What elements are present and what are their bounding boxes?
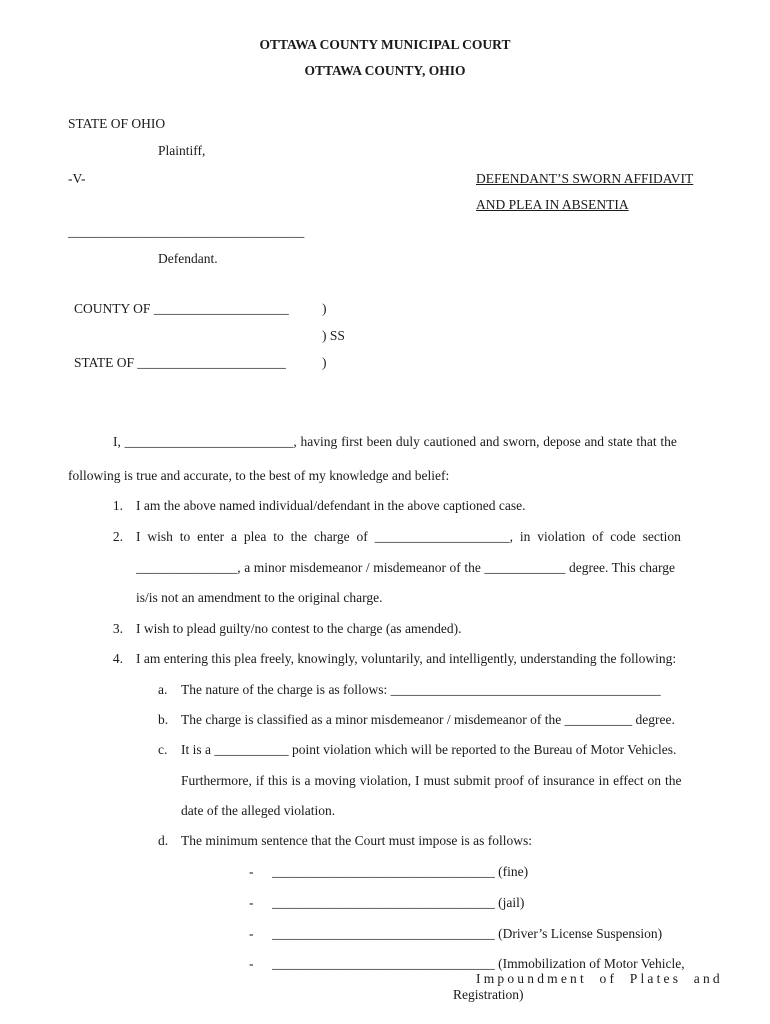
state-of-ohio-label: STATE OF OHIO: [68, 116, 166, 131]
court-name: OTTAWA COUNTY MUNICIPAL COURT: [259, 37, 511, 52]
sentence-jail-line: _________________________________ (jail): [272, 895, 525, 910]
item-number: 2.: [112, 529, 123, 544]
subitem-text: date of the alleged violation.: [181, 803, 336, 818]
plaintiff-label: Plaintiff,: [158, 143, 206, 158]
subitem-letter: d.: [158, 833, 169, 848]
defendant-name-blank: ___________________________________: [68, 224, 305, 239]
intro-line2: following is true and accurate, to the best of my knowledge and belief:: [68, 468, 450, 483]
county-of-field: COUNTY OF ____________________: [74, 301, 289, 316]
wrapped-text-line2: Registration): [453, 987, 524, 1002]
subitem-letter: c.: [158, 742, 168, 757]
sentence-immobilization-line: _________________________________ (Immobilization of Motor Vehicle,: [272, 956, 685, 971]
sentence-dash: -: [249, 926, 254, 941]
venue-ss: ) SS: [322, 328, 345, 343]
item-number: 1.: [112, 498, 123, 513]
item-number: 4.: [112, 651, 123, 666]
item-text: is/is not an amendment to the original charge.: [136, 590, 383, 605]
subitem-letter: a.: [158, 682, 168, 697]
subitem-text: The charge is classified as a minor misdemeanor / misdemeanor of the __________ degree.: [181, 712, 675, 727]
subitem-text: It is a ___________ point violation which will be reported to the Bureau of Motor Vehicles.: [181, 742, 677, 757]
subitem-text: The minimum sentence that the Court must impose is as follows:: [181, 833, 532, 848]
item-text: I wish to plead guilty/no contest to the charge (as amended).: [136, 621, 462, 636]
sentence-dash: -: [249, 895, 254, 910]
item-text: I am entering this plea freely, knowingly, voluntarily, and intelligently, understanding the following:: [136, 651, 677, 666]
county-name: OTTAWA COUNTY, OHIO: [304, 63, 466, 78]
item-text: I wish to enter a plea to the charge of ____________________, in violation of code section: [136, 529, 681, 544]
subitem-text: Furthermore, if this is a moving violation, I must submit proof of insurance in effect on the: [181, 773, 682, 788]
subitem-text: The nature of the charge is as follows: ________________________________________: [181, 682, 661, 697]
item-text: I am the above named individual/defendant in the above captioned case.: [136, 498, 526, 513]
sentence-dash: -: [249, 864, 254, 879]
sentence-license-line: _________________________________ (Driver’s License Suspension): [272, 926, 663, 941]
state-of-field: STATE OF ______________________: [74, 355, 286, 370]
document-title-line1: DEFENDANT’S SWORN AFFIDAVIT: [476, 171, 694, 186]
item-number: 3.: [112, 621, 123, 636]
document-title-line2: AND PLEA IN ABSENTIA: [476, 197, 629, 212]
venue-paren-bottom: ): [322, 355, 327, 370]
sentence-dash: -: [249, 956, 254, 971]
intro-line1: I, _________________________, having first been duly cautioned and sworn, depose and state that the: [113, 434, 677, 449]
item-text: _______________, a minor misdemeanor / misdemeanor of the ____________ degree. This charge: [136, 560, 675, 575]
subitem-letter: b.: [158, 712, 169, 727]
sentence-fine-line: _________________________________ (fine): [272, 864, 529, 879]
wrapped-text-line1: Impoundment of Plates and: [476, 971, 723, 986]
defendant-label: Defendant.: [158, 251, 218, 266]
venue-paren-top: ): [322, 301, 327, 316]
versus-label: -V-: [68, 171, 86, 186]
